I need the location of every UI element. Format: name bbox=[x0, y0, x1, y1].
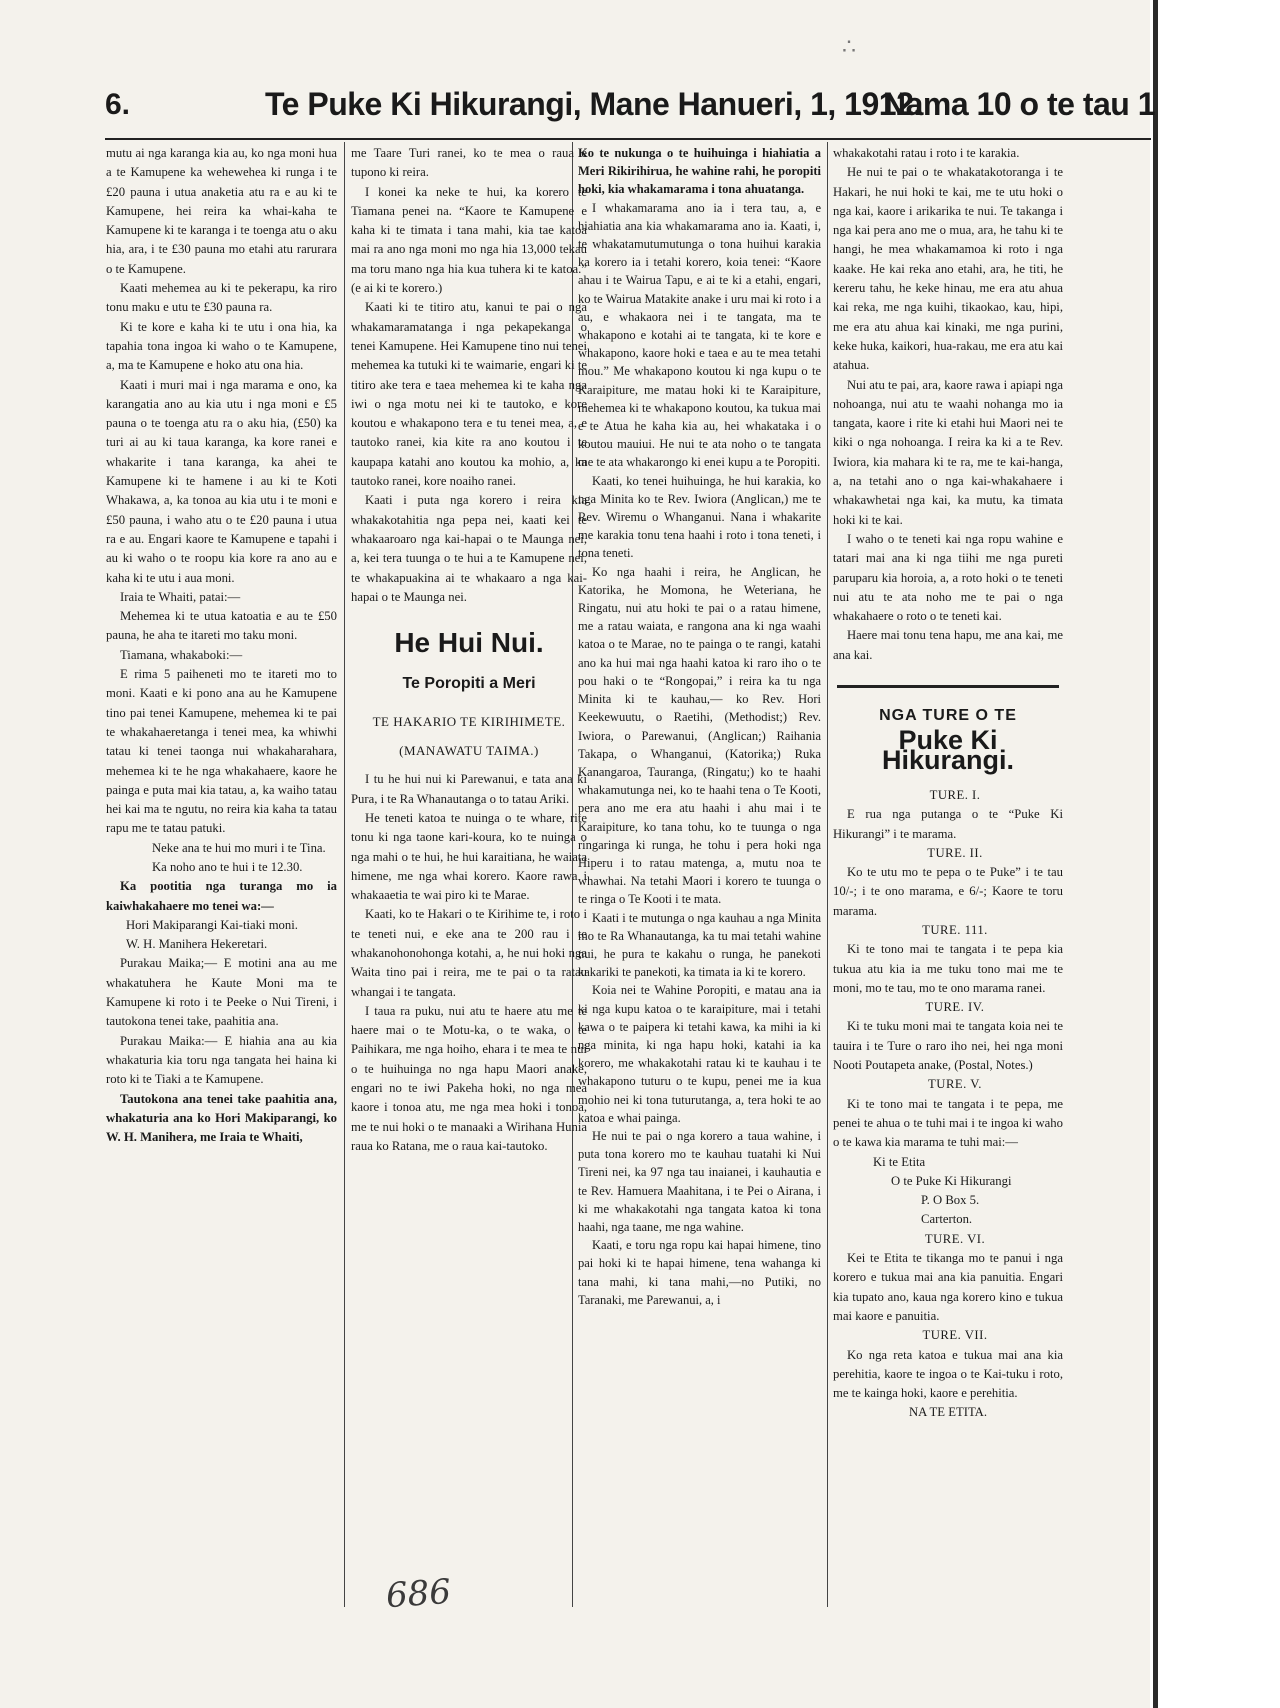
rule-number: TURE. II. bbox=[927, 845, 983, 860]
paragraph: Ko nga haahi i reira, he Anglican, he Katorika, he Momona, he Weteriana, he Ringatu, nui atu hoki te pai o a ratau himene, me a ratau waiata, e rangona ana ki nga waahi katoa o te Marae, no te painga o te rangi, katahi ano ka hui mai nga haahi katoa ki raro iho o te pou haki o te “Rongopai,” i reira ka tu nga Minita ki te kauhau,— ko Rev. Hori Keekewuutu, o Raetihi, (Methodist;) Rev. Iwiora, o Parewanui, (Anglican;) Raihania Takapa, o Whanganui, (Katorika;) Ruka Kanangaroa, Tauranga, (Ringatu;) ko te haahi whakamutunga nei, ko te haahi tena o Te Kooti, pera ano me era atu haahi i ahu mai i te Karaipiture, ko tana tohu, ko te tuunga o nga ringaringa ki runga, he tohu i pera hoki nga Hiperu i to ratau matenga, a, mutu noa te whawhai. Na tetahi Maori i korero te tuunga o te ringa o Te Kooti i te mata. bbox=[578, 564, 821, 907]
paragraph: Ki te kore e kaha ki te utu i ona hia, ka tapahia tona ingoa ki waho o te Kamupene, a, ma te Kamupene e hoko atu ona hia. bbox=[106, 319, 337, 373]
address-line: O te Puke Ki Hikurangi bbox=[891, 1173, 1012, 1188]
paragraph: Ka noho ano te hui i te 12.30. bbox=[152, 859, 303, 874]
rule-number: TURE. VI. bbox=[924, 1231, 986, 1246]
paragraph: Tiamana, whakaboki:— bbox=[120, 647, 243, 662]
paragraph: I tu he hui nui ki Parewanui, e tata ana ki Pura, i te Ra Whanautanga o to tatau Ariki. bbox=[351, 772, 587, 806]
paragraph: me Taare Turi ranei, ko te mea o raua e tupono ki reira. bbox=[351, 146, 587, 180]
paragraph: I taua ra puku, nui atu te haere atu me te haere mai o te Motu-ka, o te waka, o te Paihikara, me nga hoiho, ehara i te mea te nui o te huihuinga no nga hapu Maori anake, engari no te iwi Pakeha hoki, no nga mea kaore i tonoa atu, me nga mea hoki i tonoa, me te nui hoki o te manaaki a Wirihana Hunia raua ko Ratana, me o raua kai-tautoko. bbox=[351, 1003, 587, 1153]
rule-text: Ki te tuku moni mai te tangata koia nei te tauira i te Ture o raro iho nei, hei nga moni Nooti Poutapeta anake, (Postal, Notes.) bbox=[833, 1019, 1063, 1073]
ink-smudge: ∴ bbox=[842, 34, 856, 59]
paragraph: Ka pootitia nga turanga mo ia kaiwhakahaere mo tenei wa:— bbox=[106, 879, 337, 913]
paragraph: mutu ai nga karanga kia au, ko nga moni hua a te Kamupene ka wehewehea ki runga i te £20 pauna i utua anaketia atu ra e au ki te Kamupene, hei reira ka whai-kaha te Kamupene ki te karanga i te toenga atu o aku hia, ara, i te £30 pauna mo etahi atu rarurara o te Kamupene. bbox=[106, 146, 337, 276]
paragraph: Kaati i muri mai i nga marama e ono, ka karangatia ano au kia utu i nga moni e £5 pauna o te toenga atu ra o aku hia, (£50) ka turi ai au ki taua karanga, ka kore ranei e whakarite i tana karanga, ka ahei te Kamupene ki te hamene i au ki te Koti Whakawa, a, ka tonoa au kia utu i te moni e £50 pauna, i waho atu o te £20 pauna i utua ra e au. Engari kaore te Kamupene e tapahi i au ki waho o te roopu kia kore ra ano au e kaha ki te utu i aua moni. bbox=[106, 377, 337, 585]
article-subheadline: Te Poropiti a Meri bbox=[402, 675, 536, 693]
article-kicker: TE HAKARIO TE KIRIHIMETE. bbox=[372, 713, 566, 729]
paragraph: Kaati mehemea au ki te pekerapu, ka riro tonu maku e utu te £30 pauna ra. bbox=[106, 281, 337, 315]
article-headline: He Hui Nui. bbox=[394, 627, 544, 659]
rule-text: Kei te Etita te tikanga mo te panui i nga korero e tukua mai ana kia panuitia. Engari kia tupato ano, kaua nga korero kino e tukua mai kaore e panuitia. bbox=[833, 1251, 1063, 1323]
column-divider bbox=[827, 142, 828, 1607]
paragraph: I waho o te teneti kai nga ropu wahine e tatari mai ana ki nga tiihi me nga pureti paruparu kia horoia, a, a roto hoki o te teneti nui atu te ata noho me te pai o nga whakahaere o roto o te teneti kai. bbox=[833, 531, 1063, 624]
paragraph: Kaati, e toru nga ropu kai hapai himene, tino pai hoki ki te hapai himene, tena wahanga ki tana mahi, ki tana mahi,—no Putiki, no Taranaki, me Parewanui, a, i bbox=[578, 1238, 821, 1307]
paragraph: Purakau Maika;— E motini ana au me whakatuhera he Kaute Moni ma te Kamupene ki roto i te Peeke o Nui Tireni, i tautokona tenei take, paahitia ana. bbox=[106, 956, 337, 1029]
paragraph: Kaati i te mutunga o nga kauhau a nga Minita mo te Ra Whanautanga, ka tu mai tetahi wahine nui, he pura te kakahu o runga, he panekoti kakariki te panekoti, ka timata ia ki te korero. bbox=[578, 910, 821, 980]
paragraph: Purakau Maika:— E hiahia ana au kia whakaturia kia toru nga tangata hei haina ki roto ki te Tiaki a te Kamupene. bbox=[106, 1033, 337, 1087]
column-3 bbox=[578, 144, 821, 1309]
rule-number: TURE. 111. bbox=[922, 922, 988, 937]
column-4 bbox=[833, 144, 1063, 1423]
paragraph: Kaati i puta nga korero i reira kia whakakotahitia nga pepa nei, kaati kei te whakaaroaro nga kai-hapai o te Maunga nei, a, kei tera tuunga o te hui a te Kamupene nei, te whakapuakina ai te whakaaro a nga kai-hapai o te Maunga nei. bbox=[351, 493, 587, 604]
rule-number: TURE. V. bbox=[928, 1077, 982, 1092]
paragraph: Koia nei te Wahine Poropiti, e matau ana ia ki nga kupu katoa o te karaipiture, mai i tetahi kawa o te paipera ki tetahi kawa, ka mihi ia ki nga minita, ki nga hapu hoki, katahi ia ka korero, me whakakotahi ratau ki te kauhau i te whakapono tuturu o te kupu, penei me ia kua mohio nei ki tona tuturutanga, a, tera hoki te ao katoa e whai painga. bbox=[578, 983, 821, 1125]
paragraph: He nui te pai o te whakatakotoranga i te Hakari, he nui hoki te kai, me te utu hoki o nga kai, kaore i arikarika te nui. Te takanga i nga kai pera ano me o mua, ara, he tahu ki te hangi, he mea whakamamoa ki roto i nga kaake. He kai reka ano etahi, ara, he titi, he kereru tahu, he keke hinau, me era atu ahua kai reka, me nga kuihi, tikaokao, kau, hipi, me era atu ahua kai kinaki, me nga purini, keke huka, kaikori, hua-rakau, me era atu kai atahua. bbox=[833, 165, 1063, 373]
paragraph: He nui te pai o nga korero a taua wahine, i puta tona korero mo te kauhau tuatahi ki Nui Tireni nei, ka 97 nga tau inaianei, i kauhautia e te Rev. Hamuera Maahitana, i te Pei o Airana, i ki me whakakotahi nga tangata katoa ki tona haahi, nga taane, me nga wahine. bbox=[578, 1128, 821, 1234]
rule-text: Ki te tono mai te tangata i te pepa, me penei te ahua o te tuhi mai i te ingoa ki waho o te kawa kia marama te tuhi mai:— bbox=[833, 1096, 1063, 1150]
officer-line: W. H. Manihera Hekeretari. bbox=[126, 937, 268, 952]
page-edge-shadow bbox=[1153, 0, 1158, 1708]
section-rule bbox=[837, 685, 1059, 688]
address-line: Carterton. bbox=[921, 1212, 973, 1227]
issue-number: Nama 10 o te tau 1 bbox=[883, 86, 1155, 122]
paragraph: I whakamarama ano ia i tera tau, a, e hiahiatia ana kia whakamarama ano ia. Kaati, i, te whakatamutumutunga o tona huihui karakia ka korero ia i tetahi korero, koia tenei: “Kaore ahau i te Wairua Tapu, e ai te ki a etahi, engari, ko te Wairua Matakite anake i uru mai ki roto i a au, e whakaora nei i te tangata, ma te whakapono e kotahi ai te tangata, ki te kore e whakapono, kaore hoki e taea e au te mea tetahi mou.” Me whakapono koutou ki nga kupu o te Karaipiture, me matau hoki ki te Karaipiture, mehemea ki te whakapono koutou, ka tukua mai e te Atua he kaha kia au, hei whakataka i o koutou mauiui. He nui te ata noho o te tangata me te ata whakarongo ki enei kupu a te Poropiti. bbox=[578, 200, 821, 470]
article-dateline: (MANAWATU TAIMA.) bbox=[399, 743, 539, 759]
rule-text: E rua nga putanga o te “Puke Ki Hikurangi” i te marama. bbox=[833, 807, 1063, 841]
paragraph: Iraia te Whaiti, patai:— bbox=[120, 589, 241, 604]
paragraph: He teneti katoa te nuinga o te whare, rite tonu ki nga taone kari-koura, ko te nuinga o nga mahi o te hui, he hui karaitiana, he waiata himene, me nga whai korero. Kaore rawa i whakaaetia te wai piro ki te Marae. bbox=[351, 810, 587, 903]
masthead bbox=[105, 80, 1155, 136]
paragraph: E rima 5 paiheneti mo te itareti mo to moni. Kaati e ki pono ana au he Kamupene tino pai tenei Kamupene, mehemea ki te pai te whakahaeretanga i tenei mea, ka whiwhi tatau ki tenei taonga nui whakaharahara, mehemea ki te he nga whakahaere, kaore he painga e puta mai kia tatau, a, ka waiho tatau hei kai ma te ngutu, no reira kia kaha ta tatau rapu me te tatau patuki. bbox=[106, 667, 337, 836]
paragraph: Ko te nukunga o te huihuinga i hiahiatia a Meri Rikirihirua, he wahine rahi, he poropiti hoki, kia whakamarama i tona ahuatanga. bbox=[578, 146, 821, 197]
rule-text: Ko nga reta katoa e tukua mai ana kia perehitia, kaore te ingoa o te Kai-tuku i roto, me te kainga hoki, kaore e perehitia. bbox=[833, 1347, 1063, 1401]
paragraph: Kaati ki te titiro atu, kanui te pai o nga whakamaramatanga i nga pekapekanga o tenei Kamupene. Hei Kamupene tino nui tenei mehemea ka tutuki ki te waimarie, engari ki te titiro ake tera e taea mehemea ki te kaha nga iwi o nga motu nei ki te tautoko, e kore koutou e whakapono tera e tu tenei mea, a, e tautoko ranei, kia kite ra ano koutou i te kaupapa katahi ano koutou ka mohio, a, ka tautoko ranei, kore noaiho ranei. bbox=[351, 300, 587, 489]
rule-text: Ko te utu mo te pepa o te Puke” i te tau 10/-; i te ono marama, e 6/-; Kaore te toru marama. bbox=[833, 865, 1063, 918]
paragraph: Haere mai tonu tena hapu, me ana kai, me ana kai. bbox=[833, 628, 1063, 662]
rules-heading: NGA TURE O TE bbox=[879, 707, 1017, 725]
address-line: P. O Box 5. bbox=[921, 1193, 980, 1208]
rules-heading-title: Puke Ki Hikurangi. bbox=[881, 725, 1015, 775]
paragraph: Mehemea ki te utua katoatia e au te £50 pauna, he aha te itareti mo taku moni. bbox=[106, 609, 337, 643]
masthead-rule bbox=[105, 138, 1151, 140]
column-2 bbox=[351, 144, 587, 1156]
scan-margin bbox=[1150, 0, 1280, 1708]
paragraph: Kaati, ko tenei huihuinga, he hui karakia, ko nga Minita ko te Rev. Iwiora (Anglican,) me te Rev. Wiremu o Whanganui. Nana i whakarite me karakia tonu tena haahi i roto i tona teneti, i tona teneti. bbox=[578, 473, 821, 561]
page-number: 6. bbox=[105, 88, 131, 121]
column-divider bbox=[344, 142, 345, 1607]
paragraph: Nui atu te pai, ara, kaore rawa i apiapi nga nohoanga, nui atu te waahi nohanga mo ia tangata, kaore i rite ki etahi hui Maori nei te kiki o nga nohoanga. I reira ka ki a te Rev. Iwiora, kia mahara ki te ra, me te kai-hanga, a, na tetahi ano o nga kai-whakahaere i whakawhetai nga kai, ka mutu, ka timata hoki ki te kai. bbox=[833, 377, 1063, 527]
officer-line: Hori Makiparangi Kai-tiaki moni. bbox=[126, 917, 298, 932]
rule-number: TURE. VII. bbox=[922, 1328, 988, 1343]
paragraph: Tautokona ana tenei take paahitia ana, whakaturia ana ko Hori Makiparangi, ko W. H. Manihera, me Iraia te Whaiti, bbox=[106, 1091, 337, 1145]
paragraph: Neke ana te hui mo muri i te Tina. bbox=[152, 840, 326, 855]
paragraph: Kaati, ko te Hakari o te Kirihime te, i roto i te teneti nui, e eke ana te 200 rau i te whakanohonohonga kotahi, a, he nui hoki nga Waita tino pai i reira, me te pai o ta ratau whangai i te tangata. bbox=[351, 907, 587, 999]
rule-number: TURE. IV. bbox=[925, 1000, 985, 1015]
rule-number: TURE. I. bbox=[929, 787, 981, 802]
rule-text: Ki te tono mai te tangata i te pepa kia tukua atu kia ia me tuku tono mai me te moni, mo te tau, mo te ono marama ranei. bbox=[833, 942, 1063, 995]
editor-signature: NA TE ETITA. bbox=[908, 1405, 988, 1420]
newspaper-title-date: Te Puke Ki Hikurangi, Mane Hanueri, 1, 1912. bbox=[265, 86, 922, 122]
paragraph: whakakotahi ratau i roto i te karakia. bbox=[833, 146, 1020, 160]
column-1 bbox=[106, 144, 337, 1147]
paragraph: I konei ka neke te hui, ka korero te Tiamana penei na. “Kaore te Kamupene e kaha ki te timata i tana mahi, kia tae katoa mai ra ano nga moni mo nga hia 13,000 tekau ma toru mano nga hia kua tuhera ki te katoa.” (e ai ki te korero.) bbox=[351, 184, 587, 296]
handwritten-page-note: 686 bbox=[384, 1571, 453, 1617]
address-line: Ki te Etita bbox=[873, 1154, 926, 1169]
